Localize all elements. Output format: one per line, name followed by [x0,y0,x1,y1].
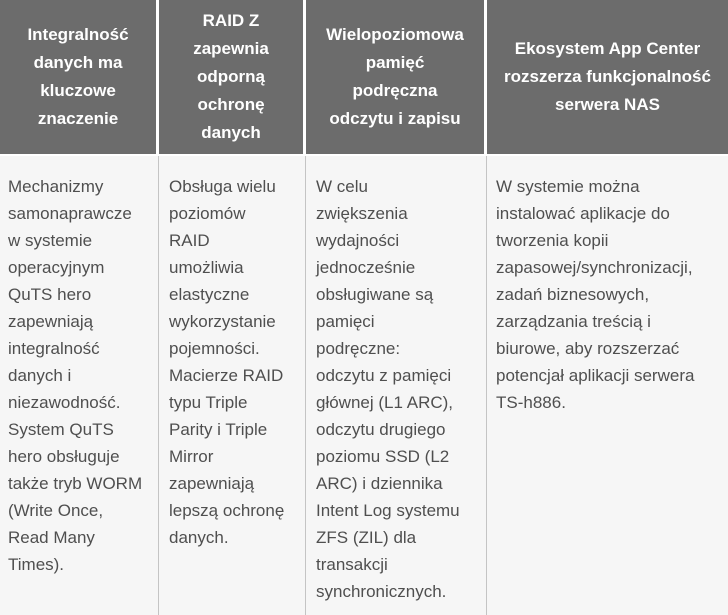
feature-body-app-center: W systemie można instalować aplikacje do tworzenia kopii zapasowej/synchronizacji, zadań biznesowych, zarządzania treścią i biurowe, aby rozszerzać potencjał aplikacji serwera TS-h886. [487,156,728,615]
feature-header-app-center [487,0,728,156]
feature-header-data-integrity [0,0,159,156]
feature-body-raid-z: Obsługa wielu poziomów RAID umożliwia elastyczne wykorzystanie pojemności. Macierze RAID typu Triple Parity i Triple Mirror zapewniają lepszą ochronę danych. [159,156,306,615]
feature-header-raid-z [159,0,306,156]
header-label: RAID Z zapewnia odporną ochronę danych [193,11,269,142]
feature-body-data-integrity: Mechanizmy samonaprawcze w systemie operacyjnym QuTS hero zapewniają integralność danych i niezawodność. System QuTS hero obsługuje także tryb WORM (Write Once, Read Many Times). [0,156,159,615]
feature-header-multilevel-cache [306,0,487,156]
header-label: Ekosystem App Center rozszerza funkcjonalność serwera NAS [504,39,711,114]
header-label: Integralność danych ma kluczowe znaczenie [27,25,129,128]
header-label: Wielopoziomowa pamięć podręczna odczytu i zapisu [326,25,464,128]
feature-body-multilevel-cache: W celu zwiększenia wydajności jednocześnie obsługiwane są pamięci podręczne: odczytu z pamięci głównej (L1 ARC), odczytu drugiego poziomu SSD (L2 ARC) i dziennika Intent Log systemu ZFS (ZIL) dla transakcji synchronicznych. [306,156,487,615]
